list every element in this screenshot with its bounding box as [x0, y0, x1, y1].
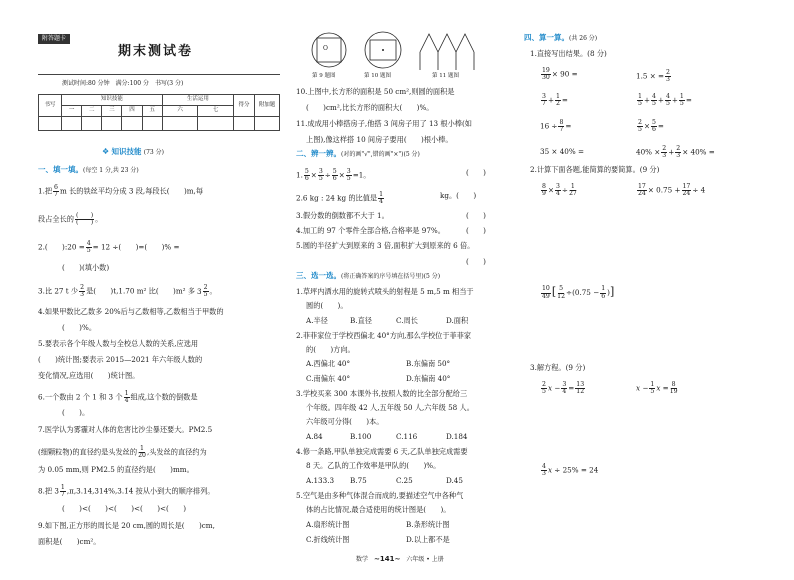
calc1-item-7: 35 × 40% =: [540, 147, 585, 156]
choice-4-opt-a[interactable]: A.133.3: [306, 476, 335, 485]
equation-1: $\frac{2}{5}$ x − $\frac{3}{4}$ = $\frac{13}{12}$: [542, 381, 585, 396]
question-11: 11.成成用小棒搭房子,他搭 3 间房子用了 13 根小棒(如: [296, 119, 472, 128]
calc1-title: 1.直接写出结果。(8 分): [530, 49, 607, 58]
choice-3-opt-b[interactable]: B.100: [350, 432, 372, 441]
choice-3-opt-d[interactable]: D.184: [446, 432, 468, 441]
calc2-item-3: $\frac{10}{49}$ [ $\frac{5}{12}$ ÷(0.75 − $\frac{1}{6}$ )]: [542, 285, 615, 300]
choice-5: 5.空气是由多种气体混合而成的,要描述空气中各种气: [296, 491, 464, 500]
calc1-item-2: 1.5 × = $\frac{2}{3}$: [636, 69, 670, 84]
question-7-line3: 为 0.05 mm,则 PM2.5 的直径约是( )mm。: [38, 465, 194, 474]
choice-1-opt-b[interactable]: B.直径: [350, 316, 372, 325]
judge-5-answer[interactable]: ( ): [466, 257, 486, 266]
question-4-line2: ( )%。: [62, 323, 97, 332]
part4-heading: 四、算一算。(共 26 分): [524, 33, 598, 42]
question-1: 1.把 $\frac{6}{7}$ m 长的铁丝平均分成 3 段,每段长( )m,每: [38, 184, 204, 199]
judge-2: 2.6 kg : 24 kg 的比值是 $\frac{1}{4}$: [296, 191, 384, 206]
judge-1: 1. $\frac{5}{6}$ × $\frac{3}{5}$ ÷ $\frac{5}{6}$ × $\frac{3}{5}$ =1。: [296, 168, 371, 183]
choice-5-opt-b[interactable]: B.条形统计图: [406, 520, 450, 529]
judge-4-answer[interactable]: ( ): [466, 226, 486, 235]
choice-1-line2: 圆的( )。: [306, 301, 348, 310]
test-info: 测试时间:80 分钟 满分:100 分 书写(3 分): [62, 80, 184, 87]
score-table: [38, 94, 280, 131]
score-cell: 一: [62, 106, 82, 117]
question-2: 2.( ):20 = $\frac{4}{5}$ = 12 ÷( )=( )% =: [38, 240, 180, 255]
question-8: 8.把 3 $\frac{1}{7}$ ,π,3.14,314%,3.1̇4̇ 按从小到大的顺序排列。: [38, 484, 215, 499]
judge-2-answer[interactable]: kg。( ): [440, 191, 477, 200]
choice-1-opt-a[interactable]: A.半径: [306, 316, 328, 325]
calc3-title: 3.解方程。(9 分): [530, 363, 586, 372]
calc1-item-6: $\frac{2}{5}$ × $\frac{5}{6}$ =: [638, 119, 664, 134]
question-9-line2: 面积是( )cm²。: [38, 537, 101, 546]
calc1-item-4: $\frac{1}{5}$ + $\frac{4}{5}$ + $\frac{4}{5}$ + $\frac{1}{5}$ =: [638, 93, 692, 108]
question-6-line2: ( )。: [62, 408, 90, 417]
score-cell: 四: [122, 106, 142, 117]
question-10: 10.上图中,长方形的面积是 50 cm²,则圆的面积是: [296, 87, 455, 96]
calc2-item-2: $\frac{17}{24}$ × 0.75 + $\frac{17}{24}$ ÷ 4: [638, 183, 706, 198]
figure-10-circle-rect-icon: [360, 26, 406, 74]
section-knowledge: ❖ 知识技能 (73 分): [102, 147, 164, 156]
score-cell: 生活运用: [162, 95, 233, 106]
score-cell: 五: [142, 106, 162, 117]
score-cell: 六: [162, 106, 198, 117]
choice-1-opt-d[interactable]: D.面积: [446, 316, 469, 325]
choice-2-opt-b[interactable]: B.东偏南 50°: [406, 359, 451, 368]
equation-2: x − $\frac{1}{5}$ x = $\frac{8}{19}$: [636, 381, 678, 396]
figure-10-caption: 第 10 题图: [364, 73, 391, 79]
choice-2-opt-d[interactable]: D.东偏南 40°: [406, 374, 451, 383]
judge-4: 4.加工的 97 个零件全部合格,合格率是 97%。: [296, 226, 445, 235]
question-11-line2: 上图),像这样搭 10 间房子要用( )根小棒。: [306, 135, 453, 144]
question-7: 7.医学认为雾霾对人体的危害比沙尘暴还要大。PM2.5: [38, 425, 213, 434]
figure-9-circle-square-icon: [306, 28, 352, 74]
score-cell: 知识技能: [62, 95, 163, 106]
score-cell: 附加题: [255, 95, 280, 117]
question-6: 6.一个数由 2 个 1 和 3 个 $\frac{1}{4}$ 组成,这个数的倒数是: [38, 390, 198, 405]
choice-4-opt-b[interactable]: B.75: [350, 476, 367, 485]
figure-9-caption: 第 9 题图: [312, 73, 336, 79]
calc2-item-1: $\frac{8}{9}$ × $\frac{3}{4}$ ÷ $\frac{1}{27}$: [542, 183, 577, 198]
part1-heading: 一、填一填。(每空 1 分,共 23 分): [38, 165, 139, 174]
choice-2-opt-c[interactable]: C.南偏东 40°: [306, 374, 351, 383]
question-5-line3: 变化情况,应选用( )统计图。: [38, 371, 140, 380]
choice-3-line3: 六年级可分得( )本。: [306, 417, 384, 426]
judge-1-answer[interactable]: ( ): [466, 168, 486, 177]
choice-2-opt-a[interactable]: A.西偏北 40°: [306, 359, 351, 368]
question-2-line2: ( )(填小数): [62, 263, 110, 272]
calc1-item-5: 16 ÷ $\frac{8}{7}$ =: [540, 119, 572, 134]
question-10-line2: ( )cm²,比长方形的面积大( )%。: [306, 103, 434, 112]
calc1-item-3: $\frac{3}{7}$ + $\frac{1}{2}$ =: [542, 93, 568, 108]
choice-5-opt-d[interactable]: D.以上都不是: [406, 535, 450, 544]
question-5-line2: ( )统计图;要表示 2015—2021 年六年级人数的: [38, 355, 203, 364]
choice-1: 1.草坪内洒水用的旋转式喷头的射程是 5 m,5 m 相当于: [296, 287, 474, 296]
question-1-line2: 段占全长的 $\frac{( )}{( )}$ 。: [38, 212, 103, 227]
knowledge-icon: ❖: [102, 147, 110, 156]
choice-5-line2: 体的占比情况,最合适使用的统计图是( )。: [306, 505, 451, 514]
question-9: 9.如下图,正方形的周长是 20 cm,圆的周长是( )cm,: [38, 521, 215, 530]
choice-3-opt-a[interactable]: A.84: [306, 432, 323, 441]
judge-3: 3.假分数的倒数都不大于 1。: [296, 211, 389, 220]
choice-2: 2.菲菲家位于学校西偏北 40°方向,那么学校位于菲菲家: [296, 331, 472, 340]
question-8-line2: ( )<( )<( )<( )<( ): [62, 504, 187, 513]
choice-5-opt-c[interactable]: C.折线统计图: [306, 535, 350, 544]
score-cell: 得分: [234, 95, 255, 117]
question-3: 3.比 27 t 少 $\frac{2}{3}$ 是( )t,1.70 m² 比( )m² 多 3 $\frac{2}{5}$ 。: [38, 284, 217, 299]
svg-text:O: O: [323, 45, 328, 52]
figure-11-stick-houses-icon: [418, 30, 484, 72]
choice-5-opt-a[interactable]: A.扇形统计图: [306, 520, 350, 529]
choice-4: 4.修一条路,甲队单独完成需要 6 天,乙队单独完成需要: [296, 447, 468, 456]
score-cell: 二: [82, 106, 102, 117]
choice-1-opt-c[interactable]: C.周长: [396, 316, 418, 325]
calc1-item-1: $\frac{19}{30}$ × 90 =: [542, 67, 578, 82]
score-cell: 三: [102, 106, 122, 117]
page-title: 期末测试卷: [118, 44, 194, 59]
choice-4-opt-d[interactable]: D.45: [446, 476, 463, 485]
figure-11-caption: 第 11 题图: [432, 73, 459, 79]
choice-4-line2: 8 天。乙队的工作效率是甲队的( )%。: [306, 461, 441, 470]
choice-3-line2: 个年级。四年级 42 人,五年级 50 人,六年级 58 人。: [306, 403, 474, 412]
score-cell: 七: [198, 106, 234, 117]
part3-heading: 三、选一选。(将正确答案的序号填在括号里)(5 分): [296, 271, 441, 280]
divider: [38, 74, 280, 75]
footer: 数学 ~141~ 六年级 • 上册: [356, 555, 444, 563]
choice-4-opt-c[interactable]: C.25: [396, 476, 413, 485]
calc2-title: 2.计算下面各题,能简算的要简算。(9 分): [530, 165, 660, 174]
judge-5: 5.圆的半径扩大到原来的 3 倍,面积扩大到原来的 6 倍。: [296, 241, 475, 250]
part2-heading: 二、辨一辨。(对的画"√",错的画"×")(5 分): [296, 149, 420, 158]
question-7-line2: (细颗粒物)的直径约是头发丝的 $\frac{1}{20}$ ,头发丝的直径约为: [38, 445, 207, 460]
score-cell: 书写: [39, 95, 62, 117]
choice-3-opt-c[interactable]: C.116: [396, 432, 418, 441]
judge-3-answer[interactable]: ( ): [466, 211, 486, 220]
calc1-item-8: 40% × $\frac{2}{3}$ + $\frac{2}{3}$ × 40% =: [636, 145, 715, 160]
choice-3: 3.学校买来 300 本课外书,按照人数的比全部分配给三: [296, 389, 468, 398]
choice-2-line2: 的( )方向。: [306, 345, 355, 354]
equation-3: $\frac{4}{3}$ x ÷ 25% = 24: [542, 463, 599, 478]
question-5: 5.要表示各个年级人数与全校总人数的关系,应选用: [38, 339, 199, 348]
question-4: 4.如果甲数比乙数多 20%后与乙数相等,乙数相当于甲数的: [38, 307, 224, 316]
answer-card-tag: 附答题卡: [38, 34, 70, 44]
